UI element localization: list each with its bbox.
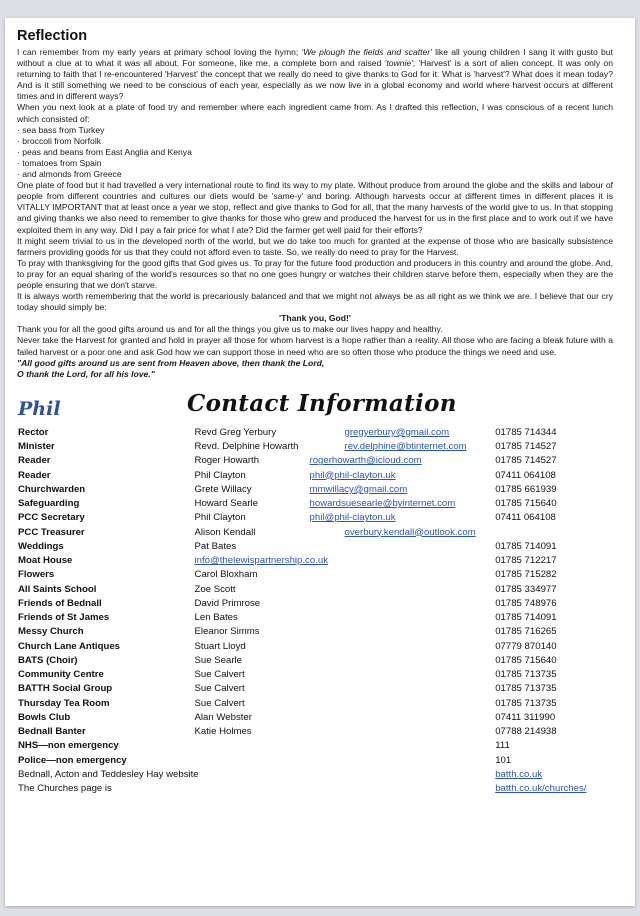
contact-phone: 01785 714527 [495,441,557,453]
contact-email-link[interactable]: mmwillacy@gmail.com [309,483,408,495]
contact-name: Sue Calvert [194,683,245,695]
contact-role: Church Lane Antiques [18,640,120,652]
contact-name: Zoe Scott [194,583,236,595]
contact-role: Churchwarden [18,483,86,495]
contact-name: Sue Searle [194,654,242,666]
reflection-paragraph-5: To pray with thanksgiving for the good gifts that God gives us. To pray for the future food production and producers in this country and around the globe. And, to pray for an equal sharing of the world's resources so that no one goes hungry or watches their children starve before them, especially when they are the people ensuring that we don't starve. [17,257,613,290]
italic-phrase: 'townie' [384,58,413,69]
contact-role: Weddings [18,540,64,552]
contact-phone: 01785 714344 [495,426,557,438]
contact-details [195,597,496,611]
contact-role: PCC Secretary [18,512,85,524]
contact-row [17,711,615,725]
lunch-item: · sea bass from Turkey [17,124,105,135]
contact-email-link[interactable]: howardsuesearle@byinternet.com [309,498,456,510]
contact-details [195,526,496,540]
contact-role: Rector [18,426,49,438]
contact-phone: 01785 715640 [495,498,557,510]
reflection-body [17,47,613,380]
italic-phrase: 'We plough the fields and scatter' [301,47,432,57]
contact-role: All Saints School [18,583,97,595]
contact-details [195,511,496,525]
contact-name: Revd Greg Yerbury [194,426,277,438]
contact-name: Eleanor Simms [194,626,260,638]
reflection-paragraph-1 [17,47,613,102]
contact-details [195,611,496,625]
contact-name: Katie Holmes [194,726,252,738]
contact-name: David Primrose [194,597,261,609]
contact-role: Minister [18,441,55,453]
contact-row [17,511,615,525]
contact-row [17,754,615,768]
contact-phone: 01785 714091 [495,540,557,552]
text-run: ; 'Harvest' is a sort of alien concept. It was only on returning to faith that I re-encountered 'Harvest' the concept that we really do need to give thanks to God for it. What is 'harvest'? What does it mean today? And is it still something we need to be conscious of each year, especially as we now live in a global economy and world where harvest occurs at different times and in different ways? [17,58,613,102]
contact-details [195,554,496,568]
contact-phone: 01785 661939 [495,483,557,495]
contact-details [195,668,496,682]
contact-email-link[interactable]: phil@phil-clayton.uk [309,469,396,481]
contact-row [17,454,615,468]
contact-role: NHS—non emergency [18,740,119,752]
contact-phone: 07788 214938 [495,726,557,738]
reflection-paragraph-2: When you next look at a plate of food try and remember where each ingredient came from. As I drafted this reflection, I was conscious of a recent lunch which consisted of: [17,102,613,124]
contact-details [195,426,496,440]
contact-role: BATS (Choir) [18,654,78,666]
page-content [17,28,613,796]
contact-row [17,682,615,696]
contact-row [17,640,615,654]
contact-details [195,540,496,554]
lunch-item: · tomatoes from Spain [17,157,102,168]
text-run: I can remember from my early years at primary school loving the hymn; [17,47,302,57]
contact-row [17,497,615,511]
contact-phone: 01785 748976 [495,597,557,609]
contact-name: Len Bates [194,612,238,624]
contact-role: PCC Treasurer [18,526,85,538]
contact-name: Pat Bates [194,540,237,552]
contact-row [17,469,615,483]
contact-phone: 01785 713735 [495,669,557,681]
reflection-paragraph-8: Never take the Harvest for granted and hold in prayer all those for whom harvest is a hope rather than a reality. All those who are facing a bleak future with a failed harvest or a poor one and ask God how we can support those in need who are so often those who produce the things we need and use. [17,335,613,357]
contact-role: Bowls Club [18,711,71,723]
contact-phone: 01785 714527 [495,455,557,467]
contact-details [195,625,496,639]
contact-role: Messy Church [18,626,84,638]
churches-row [17,782,615,796]
contact-role: Reader [18,469,51,481]
contact-row [17,725,615,739]
contact-row [17,739,615,753]
thank-you-god: 'Thank you, God!' [279,313,351,324]
contact-details [195,640,496,654]
contact-row [17,625,615,639]
contact-details [195,682,496,696]
reflection-title: Reflection [17,28,88,44]
contact-name: Grete Willacy [194,483,252,495]
contact-phone: 101 [495,754,512,766]
contact-name: Roger Howarth [194,455,260,467]
contact-role: BATTH Social Group [18,683,113,695]
contact-row [17,597,615,611]
contact-phone: 07411 064108 [495,512,556,524]
reflection-paragraph-6: It is always worth remembering that the world is precariously balanced and that we might not always be as all right as we think we are. I believe that our cry today should simply be: [17,291,613,313]
contact-role: Community Centre [18,669,104,681]
contact-details [195,469,496,483]
contact-row [17,697,615,711]
contact-details [195,725,496,739]
churches-link[interactable]: batth.co.uk/churches/ [495,783,587,795]
contact-row [17,554,615,568]
contact-row [17,668,615,682]
contacts-table [17,426,615,797]
contact-row [17,654,615,668]
contact-phone: 01785 712217 [495,555,557,567]
contact-row [17,568,615,582]
contact-row [17,483,615,497]
contact-role: Friends of St James [18,612,110,624]
contact-name: Sue Calvert [194,669,245,681]
contact-role: Reader [18,455,51,467]
reflection-paragraph-4: It might seem trivial to us in the developed north of the world, but we do take too much for granted at the expense of those who are basically subsistence farmers providing goods for us that they could not afford even to taste. So, we really do need to pray for the Harvest. [17,235,613,257]
contact-phone: 01785 716265 [495,626,557,638]
reflection-paragraph-7: Thank you for all the good gifts around us and for all the things you give us to make our lives happy and healthy. [17,324,443,335]
contact-name: Phil Clayton [194,512,246,524]
contact-row [17,526,615,540]
lunch-item: · and almonds from Greece [17,169,122,180]
contact-details [195,440,496,454]
contact-details [195,654,496,668]
contact-details [195,483,496,497]
contact-role: Safeguarding [18,498,80,510]
contact-details [195,583,496,597]
contact-phone [495,526,615,540]
contact-phone: 111 [495,740,510,752]
contact-row [17,611,615,625]
contact-email-link[interactable]: overbury.kendall@outlook.com [344,526,476,538]
contact-role: Bednall Banter [18,726,86,738]
contact-header [17,386,613,426]
churches-label: The Churches page is [18,783,112,795]
contact-row [17,440,615,454]
website-link[interactable]: batth.co.uk [495,768,543,780]
reflection-paragraph-3: One plate of food but it had travelled a very international route to find its way to my plate. Without produce from around the globe and the skills and labour of people from different countries and cultures our diets would be 'same-y' and boring. Although harvests occur at different times in different places it is VITALLY IMPORTANT that at least once a year we stop, reflect and give thanks to God for all, that the many harvests of the world give to us. In that stopping and giving thanks we also need to remember to give thanks for those who grew and produced the harvest for us in the first place and to work out if we have exploited them in any way. Did I pay a fair price for what I ate? Did the farmer get well paid for their efforts? [17,180,613,235]
phil-signature: Phil [18,397,61,420]
contact-role: Police—non emergency [18,754,127,766]
contact-details [195,497,496,511]
contact-phone: 07411 064108 [495,469,556,481]
contact-information-title: Contact Information [187,389,457,417]
hymn-quote-line-2: O thank the Lord, for all his love." [17,368,155,379]
contact-name: Revd. Delphine Howarth [194,441,299,453]
contact-role: Friends of Bednall [18,597,102,609]
contact-row [17,426,615,440]
contact-row [17,540,615,554]
contact-name: Carol Bloxham [194,569,258,581]
contact-name: Howard Searle [194,498,258,510]
lunch-item: · peas and beans from East Anglia and Kenya [17,146,192,157]
contact-phone: 01785 715640 [495,654,557,666]
contact-phone: 07411 311990 [495,711,556,723]
contact-phone: 01785 714091 [495,612,557,624]
contact-details [195,697,496,711]
contact-details [195,711,496,725]
contact-details [195,568,496,582]
contact-name: Stuart Lloyd [194,640,246,652]
contact-name: Phil Clayton [194,469,246,481]
contact-role: Thursday Tea Room [18,697,110,709]
contact-email-link[interactable]: info@thelewispartnership.co.uk [194,555,328,567]
website-row [17,768,615,782]
contact-phone: 07779 870140 [495,640,557,652]
contact-email-link[interactable]: phil@phil-clayton.uk [309,512,396,524]
contact-name: Sue Calvert [194,697,245,709]
lunch-item: · broccoli from Norfolk [17,135,102,146]
newsletter-page [5,18,635,906]
contact-details [195,739,496,753]
contact-row [17,583,615,597]
contact-email-link[interactable]: gregyerbury@gmail.com [344,426,450,438]
hymn-quote-line-1: "All good gifts around us are sent from Heaven above, then thank the Lord, [17,357,325,368]
contact-name: Alan Webster [194,711,252,723]
contact-email-link[interactable]: rev.delphine@btinternet.com [344,441,467,453]
text-run: like all young children I sang it with gusto but without a clue at to what it was all about. For someone, like me, a complete born and raised [17,47,613,69]
contact-phone: 01785 715282 [495,569,557,581]
contact-details [195,754,496,768]
contact-phone: 01785 334977 [495,583,557,595]
website-label: Bednall, Acton and Teddesley Hay website [18,768,199,780]
contact-role: Moat House [18,555,73,567]
contact-name: Alison Kendall [194,526,256,538]
contact-details [195,454,496,468]
contact-phone: 01785 713735 [495,683,557,695]
contact-email-link[interactable]: rogerhowarth@icloud.com [309,455,422,467]
contact-phone: 01785 713735 [495,697,557,709]
contact-role: Flowers [18,569,55,581]
